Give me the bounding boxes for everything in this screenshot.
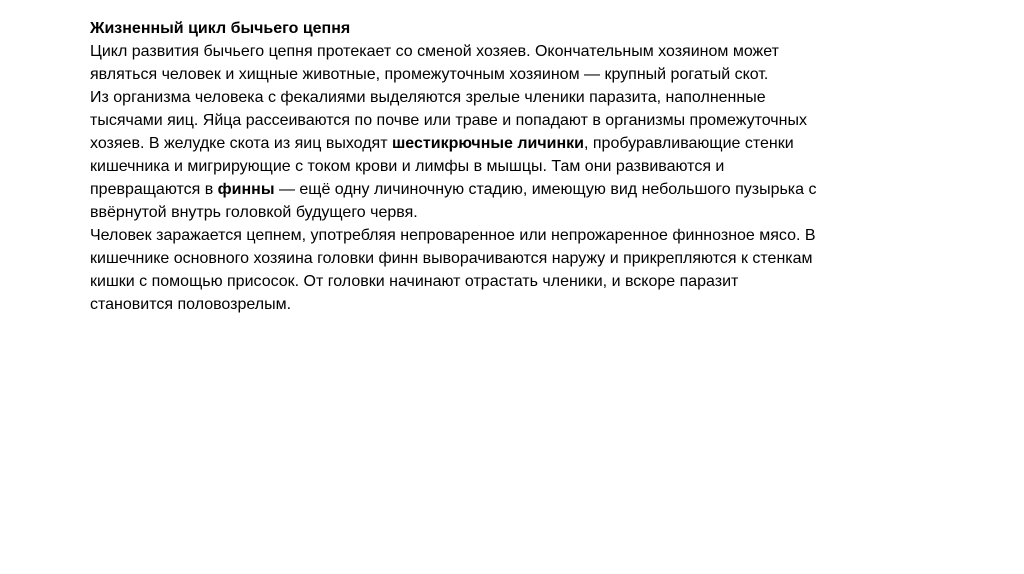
text-line-11: кишки с помощью присосок. От головки начинают отрастать членики, и вскоре паразит — [90, 273, 739, 290]
term-cysticerci: финны — [217, 181, 275, 198]
text-line-6: кишечника и мигрирующие с током крови и лимфы в мышцы. Там они развиваются и — [90, 158, 725, 175]
text-line-2: являться человек и хищные животные, промежуточным хозяином — крупный рогатый скот. — [90, 66, 769, 83]
text-line-9: Человек заражается цепнем, употребляя непроваренное или непрожаренное финнозное мясо. В — [90, 227, 816, 244]
term-hexacanth-larvae: шестикрючные личинки — [391, 135, 584, 152]
text-line-12: становится половозрелым. — [90, 296, 292, 313]
document-title: Жизненный цикл бычьего цепня — [90, 20, 351, 37]
text-line-7 — [90, 178, 980, 201]
text-line-7-end: — ещё одну личиночную стадию, имеющую вид небольшого пузырька с — [274, 181, 817, 198]
text-line-3: Из организма человека с фекалиями выделяются зрелые членики паразита, наполненные — [90, 89, 766, 106]
text-line-1: Цикл развития бычьего цепня протекает со сменой хозяев. Окончательным хозяином может — [90, 43, 779, 60]
text-block — [90, 17, 980, 316]
text-line-7-start: превращаются в — [90, 181, 218, 198]
text-line-4: тысячами яиц. Яйца рассеиваются по почве или траве и попадают в организмы промежуточных — [90, 112, 807, 129]
text-line-5-start: хозяев. В желудке скота из яиц выходят — [90, 135, 392, 152]
text-line-10: кишечнике основного хозяина головки финн выворачиваются наружу и прикрепляются к стенкам — [90, 250, 813, 267]
text-line-8: ввёрнутой внутрь головкой будущего червя. — [90, 204, 418, 221]
text-line-5-end: , пробуравливающие стенки — [584, 135, 794, 152]
text-line-5 — [90, 132, 980, 155]
